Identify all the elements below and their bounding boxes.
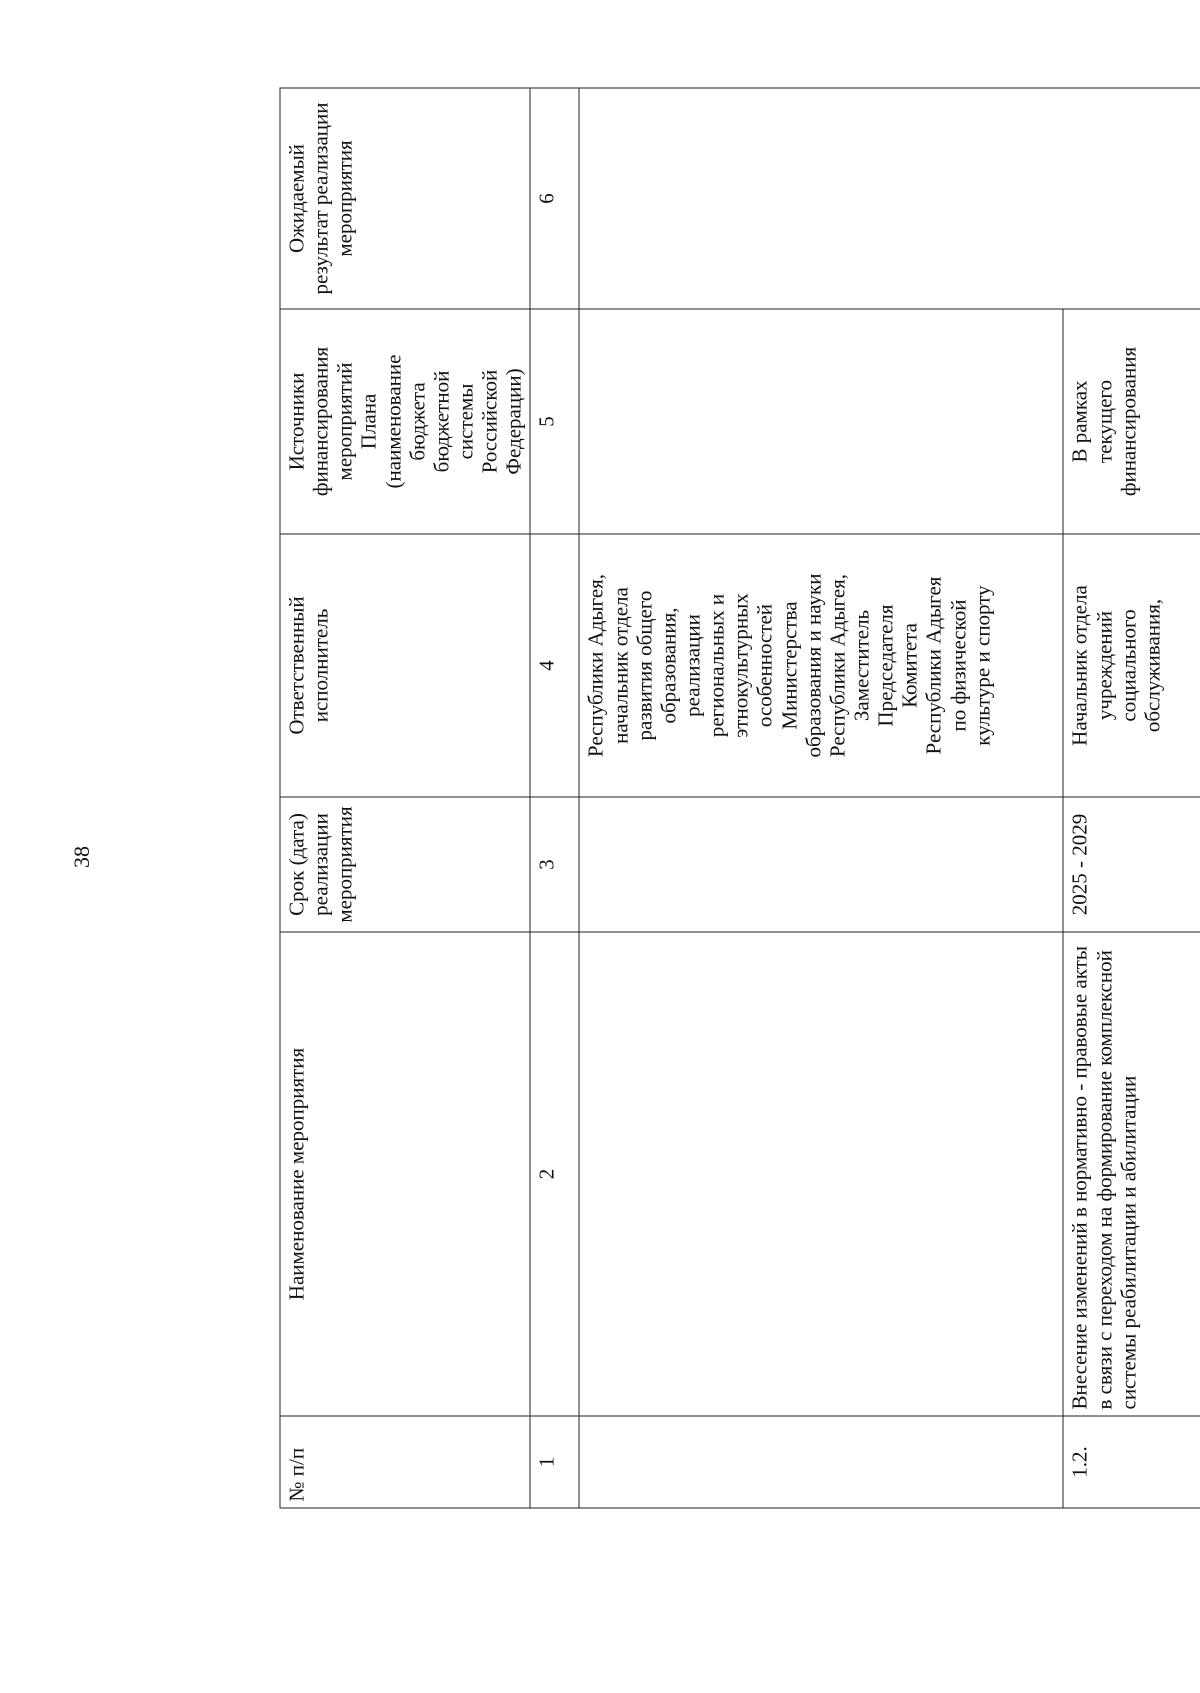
column-number-row xyxy=(530,88,579,1508)
header-executor: Ответственный исполнитель xyxy=(280,534,530,797)
table-header-row xyxy=(280,88,530,1508)
header-name: Наименование мероприятия xyxy=(280,932,530,1416)
cell-name: Внесение изменений в нормативно - правовые акты в связи с переходом на формирование комплексной системы реабилитации и абилитации xyxy=(1063,932,1200,1416)
column-number: 4 xyxy=(530,534,579,797)
cell-sources-empty xyxy=(579,309,1063,534)
cell-num-empty xyxy=(579,1416,1063,1508)
column-number: 6 xyxy=(530,88,579,309)
header-num: № п/п xyxy=(280,1416,530,1508)
header-result: Ожидаемый результат реализации мероприятия xyxy=(280,88,530,309)
header-deadline: Срок (дата) реализации мероприятия xyxy=(280,797,530,932)
cell-sources: В рамках текущего финансирования xyxy=(1063,309,1200,534)
table-row-continuation xyxy=(579,88,1063,1508)
column-number: 2 xyxy=(530,932,579,1416)
cell-name-empty xyxy=(579,932,1063,1416)
cell-deadline-empty xyxy=(579,797,1063,932)
cell-num: 1.2. xyxy=(1063,1416,1200,1508)
header-sources: Источники финансирования мероприятий Плана (наименование бюджета бюджетной системы Российской Федерации) xyxy=(280,309,530,534)
column-number: 1 xyxy=(530,1416,579,1508)
plan-table xyxy=(280,88,1200,1509)
column-number: 3 xyxy=(530,797,579,932)
cell-executor: Начальник отдела учреждений социального обслуживания, xyxy=(1063,534,1200,797)
cell-result-empty xyxy=(579,88,1200,309)
page-number: 38 xyxy=(69,846,94,868)
cell-deadline: 2025 - 2029 xyxy=(1063,797,1200,932)
rotated-table-wrapper xyxy=(280,89,1200,1509)
cell-executor: Республики Адыгея, начальник отдела развития общего образования, реализации региональных и этнокультурных особенностей Министерства образования и науки Республики Адыгея, Заместитель Председателя Комитета Республики Адыгея по физической культуре и спорту xyxy=(579,534,1063,797)
column-number: 5 xyxy=(530,309,579,534)
